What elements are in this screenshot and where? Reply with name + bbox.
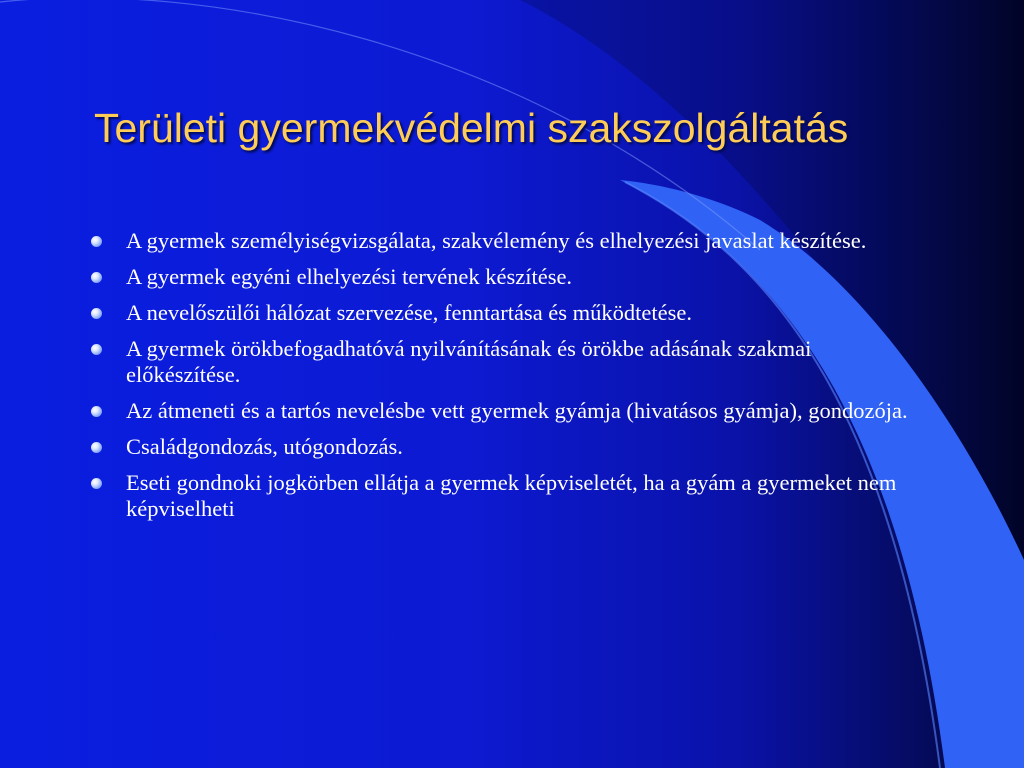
bullet-text: A gyermek egyéni elhelyezési tervének készítése. bbox=[126, 264, 573, 289]
bullet-text: A nevelőszülői hálózat szervezése, fenntartása és működtetése. bbox=[126, 300, 693, 325]
bullet-icon bbox=[91, 308, 102, 319]
list-item bbox=[88, 300, 928, 326]
list-item bbox=[88, 336, 928, 388]
bullet-icon bbox=[91, 272, 102, 283]
bullet-icon bbox=[91, 478, 102, 489]
bullet-text: A gyermek örökbefogadhatóvá nyilvánításának és örökbe adásának szakmai előkészítése. bbox=[126, 336, 812, 387]
bullet-icon bbox=[91, 236, 102, 247]
list-item bbox=[88, 264, 928, 290]
bullet-icon bbox=[91, 344, 102, 355]
bullet-text: Az átmeneti és a tartós nevelésbe vett gyermek gyámja (hivatásos gyámja), gondozója. bbox=[126, 398, 908, 423]
list-item bbox=[88, 398, 928, 424]
slide-title: Területi gyermekvédelmi szakszolgáltatás bbox=[94, 105, 849, 151]
bullet-text: A gyermek személyiségvizsgálata, szakvélemény és elhelyezési javaslat készítése. bbox=[126, 228, 867, 253]
bullet-text: Eseti gondnoki jogkörben ellátja a gyermek képviseletét, ha a gyám a gyermeket nem képviselheti bbox=[126, 470, 897, 521]
bullet-list bbox=[88, 228, 928, 532]
bullet-icon bbox=[91, 442, 102, 453]
bullet-icon bbox=[91, 406, 102, 417]
list-item bbox=[88, 434, 928, 460]
bullet-text: Családgondozás, utógondozás. bbox=[126, 434, 403, 459]
list-item bbox=[88, 470, 928, 522]
list-item bbox=[88, 228, 928, 254]
